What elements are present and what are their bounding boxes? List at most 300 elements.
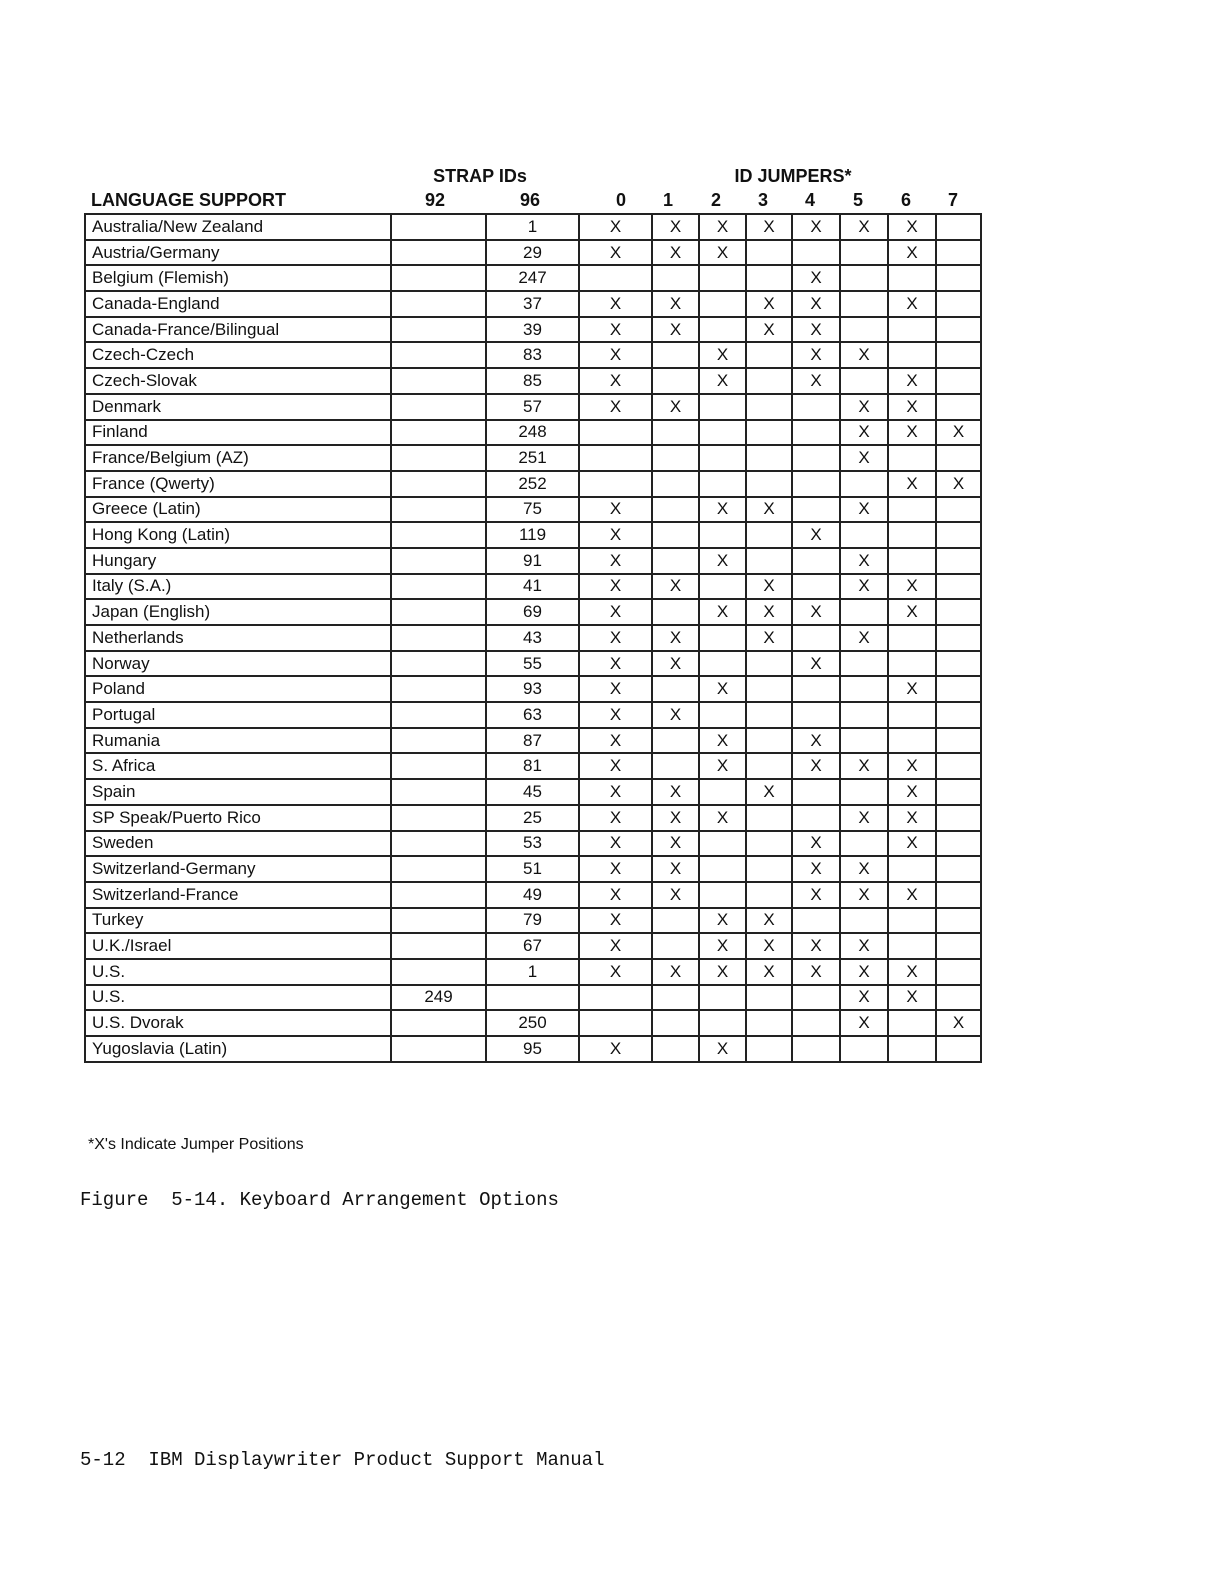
jumper-3-cell: X bbox=[746, 291, 792, 317]
jumper-3-cell bbox=[746, 342, 792, 368]
jumper-0-cell: X bbox=[579, 831, 652, 857]
strap-92-cell bbox=[391, 651, 486, 677]
strap-96-cell: 1 bbox=[486, 959, 579, 985]
strap-96-cell: 25 bbox=[486, 805, 579, 831]
jumper-4-cell: X bbox=[792, 933, 840, 959]
jumper-7-cell bbox=[936, 676, 981, 702]
language-cell: U.S. Dvorak bbox=[85, 1010, 391, 1036]
jumper-4-cell: X bbox=[792, 265, 840, 291]
strap-92-cell bbox=[391, 445, 486, 471]
jumper-3-cell bbox=[746, 1036, 792, 1062]
jumper-0-cell: X bbox=[579, 805, 652, 831]
jumper-0-cell: X bbox=[579, 625, 652, 651]
jumper-1-cell bbox=[652, 676, 699, 702]
jumper-2-cell: X bbox=[699, 599, 746, 625]
jumper-3-cell bbox=[746, 831, 792, 857]
jumper-2-cell bbox=[699, 985, 746, 1011]
jumper-7-cell bbox=[936, 779, 981, 805]
jumper-0-cell: X bbox=[579, 908, 652, 934]
jumper-7-cell bbox=[936, 882, 981, 908]
strap-96-cell: 53 bbox=[486, 831, 579, 857]
jumper-0-cell: X bbox=[579, 779, 652, 805]
jumper-7-cell bbox=[936, 599, 981, 625]
jumper-5-cell bbox=[840, 240, 888, 266]
jumper-0-cell: X bbox=[579, 728, 652, 754]
jumper-7-cell bbox=[936, 394, 981, 420]
jumper-3-cell: X bbox=[746, 779, 792, 805]
jumper-3-cell bbox=[746, 702, 792, 728]
jumper-6-cell: X bbox=[888, 214, 936, 240]
jumper-4-cell bbox=[792, 497, 840, 523]
jumper-5-cell: X bbox=[840, 342, 888, 368]
strap-92-cell bbox=[391, 805, 486, 831]
table-row bbox=[85, 856, 981, 882]
jumper-0-cell: X bbox=[579, 651, 652, 677]
language-cell: Czech-Slovak bbox=[85, 368, 391, 394]
language-cell: Switzerland-France bbox=[85, 882, 391, 908]
jumper-0-cell bbox=[579, 471, 652, 497]
jumper-4-cell bbox=[792, 445, 840, 471]
jumper-4-cell: X bbox=[792, 522, 840, 548]
jumper-4-cell bbox=[792, 420, 840, 446]
jumper-6-cell: X bbox=[888, 291, 936, 317]
jumper-2-cell bbox=[699, 856, 746, 882]
jumper-1-cell: X bbox=[652, 291, 699, 317]
table-row bbox=[85, 651, 981, 677]
language-cell: U.S. bbox=[85, 959, 391, 985]
id-jumpers-header: ID JUMPERS* bbox=[734, 166, 852, 186]
jumper-6-cell: X bbox=[888, 420, 936, 446]
jumper-3-cell: X bbox=[746, 625, 792, 651]
jumper-0-cell bbox=[579, 420, 652, 446]
language-cell: Canada-England bbox=[85, 291, 391, 317]
table-row bbox=[85, 214, 981, 240]
strap-92-cell bbox=[391, 702, 486, 728]
jumper-1-cell: X bbox=[652, 882, 699, 908]
table-body bbox=[85, 214, 981, 1062]
table-row bbox=[85, 753, 981, 779]
jumper-1-cell: X bbox=[652, 831, 699, 857]
jumper-2-cell: X bbox=[699, 728, 746, 754]
jumper-2-cell bbox=[699, 265, 746, 291]
jumper-2-cell bbox=[699, 445, 746, 471]
jumper-6-cell bbox=[888, 548, 936, 574]
jumper-2-cell bbox=[699, 831, 746, 857]
jumper-1-cell: X bbox=[652, 394, 699, 420]
jumper-7-cell bbox=[936, 702, 981, 728]
jumper-7-cell bbox=[936, 240, 981, 266]
table-row bbox=[85, 317, 981, 343]
strap-92-cell bbox=[391, 599, 486, 625]
jumper-5-cell: X bbox=[840, 214, 888, 240]
jumper-5-cell: X bbox=[840, 933, 888, 959]
jumper-1-header: 1 bbox=[662, 190, 674, 210]
jumper-5-cell: X bbox=[840, 882, 888, 908]
jumper-0-header: 0 bbox=[615, 190, 627, 210]
jumper-1-cell bbox=[652, 368, 699, 394]
language-cell: Italy (S.A.) bbox=[85, 574, 391, 600]
jumper-5-cell: X bbox=[840, 574, 888, 600]
strap-92-cell bbox=[391, 368, 486, 394]
strap-92-cell bbox=[391, 882, 486, 908]
strap-96-cell: 63 bbox=[486, 702, 579, 728]
jumper-5-cell bbox=[840, 728, 888, 754]
jumper-0-cell: X bbox=[579, 676, 652, 702]
jumper-1-cell: X bbox=[652, 856, 699, 882]
language-cell: Hong Kong (Latin) bbox=[85, 522, 391, 548]
keyboard-arrangement-table bbox=[84, 213, 982, 1063]
table-row bbox=[85, 240, 981, 266]
figure-caption: Figure 5-14. Keyboard Arrangement Options bbox=[80, 1189, 559, 1211]
strap-96-cell: 55 bbox=[486, 651, 579, 677]
table-row bbox=[85, 599, 981, 625]
jumper-0-cell: X bbox=[579, 574, 652, 600]
jumper-0-cell: X bbox=[579, 317, 652, 343]
language-cell: Rumania bbox=[85, 728, 391, 754]
jumper-1-cell bbox=[652, 497, 699, 523]
jumper-0-cell: X bbox=[579, 522, 652, 548]
table-row bbox=[85, 548, 981, 574]
jumper-5-cell bbox=[840, 676, 888, 702]
jumper-3-cell bbox=[746, 676, 792, 702]
jumper-7-header: 7 bbox=[947, 190, 959, 210]
jumper-6-cell bbox=[888, 625, 936, 651]
jumper-0-cell: X bbox=[579, 933, 652, 959]
language-cell: Switzerland-Germany bbox=[85, 856, 391, 882]
strap-92-cell bbox=[391, 753, 486, 779]
table-row bbox=[85, 420, 981, 446]
jumper-1-cell bbox=[652, 522, 699, 548]
jumper-2-cell: X bbox=[699, 240, 746, 266]
table-row bbox=[85, 471, 981, 497]
jumper-5-cell: X bbox=[840, 445, 888, 471]
table-row bbox=[85, 497, 981, 523]
jumper-4-cell: X bbox=[792, 368, 840, 394]
jumper-6-cell: X bbox=[888, 574, 936, 600]
jumper-1-cell: X bbox=[652, 240, 699, 266]
strap-92-cell bbox=[391, 265, 486, 291]
strap-96-cell: 43 bbox=[486, 625, 579, 651]
jumper-6-cell bbox=[888, 1036, 936, 1062]
table-row bbox=[85, 908, 981, 934]
jumper-1-cell bbox=[652, 420, 699, 446]
jumper-3-cell bbox=[746, 265, 792, 291]
jumper-1-cell: X bbox=[652, 805, 699, 831]
language-cell: Canada-France/Bilingual bbox=[85, 317, 391, 343]
jumper-6-cell bbox=[888, 522, 936, 548]
jumper-2-cell bbox=[699, 702, 746, 728]
table-row bbox=[85, 805, 981, 831]
jumper-5-cell: X bbox=[840, 548, 888, 574]
strap-92-cell bbox=[391, 908, 486, 934]
jumper-3-cell bbox=[746, 882, 792, 908]
jumper-3-cell bbox=[746, 471, 792, 497]
jumper-2-cell: X bbox=[699, 342, 746, 368]
strap-92-cell bbox=[391, 394, 486, 420]
jumper-3-cell bbox=[746, 651, 792, 677]
table-row bbox=[85, 394, 981, 420]
jumper-5-cell bbox=[840, 831, 888, 857]
jumper-3-cell: X bbox=[746, 933, 792, 959]
jumper-7-cell bbox=[936, 728, 981, 754]
jumper-2-cell: X bbox=[699, 933, 746, 959]
language-cell: Spain bbox=[85, 779, 391, 805]
jumper-6-cell: X bbox=[888, 831, 936, 857]
jumper-7-cell: X bbox=[936, 471, 981, 497]
jumper-4-cell bbox=[792, 548, 840, 574]
language-cell: Turkey bbox=[85, 908, 391, 934]
jumper-6-cell: X bbox=[888, 985, 936, 1011]
strap-92-cell bbox=[391, 240, 486, 266]
jumper-6-cell bbox=[888, 317, 936, 343]
jumper-4-cell: X bbox=[792, 882, 840, 908]
jumper-6-cell: X bbox=[888, 779, 936, 805]
jumper-4-header: 4 bbox=[804, 190, 816, 210]
jumper-4-cell bbox=[792, 805, 840, 831]
strap-92-cell bbox=[391, 214, 486, 240]
jumper-3-cell: X bbox=[746, 497, 792, 523]
jumper-2-cell: X bbox=[699, 548, 746, 574]
strap-96-cell: 51 bbox=[486, 856, 579, 882]
jumper-1-cell: X bbox=[652, 214, 699, 240]
jumper-1-cell: X bbox=[652, 625, 699, 651]
jumper-2-cell bbox=[699, 779, 746, 805]
jumper-6-cell: X bbox=[888, 599, 936, 625]
strap-96-cell: 252 bbox=[486, 471, 579, 497]
jumper-7-cell bbox=[936, 831, 981, 857]
table-row bbox=[85, 445, 981, 471]
jumper-6-cell bbox=[888, 1010, 936, 1036]
table-row bbox=[85, 676, 981, 702]
jumper-5-cell: X bbox=[840, 856, 888, 882]
strap-96-cell: 45 bbox=[486, 779, 579, 805]
jumper-6-cell bbox=[888, 933, 936, 959]
jumper-7-cell bbox=[936, 1036, 981, 1062]
table-row bbox=[85, 291, 981, 317]
jumper-6-cell bbox=[888, 265, 936, 291]
jumper-7-cell bbox=[936, 368, 981, 394]
jumper-5-cell bbox=[840, 702, 888, 728]
strap-96-cell: 67 bbox=[486, 933, 579, 959]
jumper-5-cell bbox=[840, 317, 888, 343]
jumper-7-cell bbox=[936, 651, 981, 677]
jumper-5-cell bbox=[840, 522, 888, 548]
jumper-3-cell bbox=[746, 985, 792, 1011]
col-92-header: 92 bbox=[424, 190, 446, 210]
jumper-5-cell bbox=[840, 291, 888, 317]
jumper-6-cell: X bbox=[888, 368, 936, 394]
jumper-4-cell: X bbox=[792, 753, 840, 779]
strap-96-cell: 91 bbox=[486, 548, 579, 574]
jumper-6-cell: X bbox=[888, 805, 936, 831]
jumper-7-cell bbox=[936, 856, 981, 882]
jumper-1-cell bbox=[652, 342, 699, 368]
language-cell: Belgium (Flemish) bbox=[85, 265, 391, 291]
jumper-5-cell bbox=[840, 779, 888, 805]
jumper-5-cell: X bbox=[840, 625, 888, 651]
language-cell: Austria/Germany bbox=[85, 240, 391, 266]
strap-92-cell bbox=[391, 1010, 486, 1036]
jumper-0-cell: X bbox=[579, 368, 652, 394]
jumper-1-cell bbox=[652, 985, 699, 1011]
jumper-6-header: 6 bbox=[900, 190, 912, 210]
strap-92-cell bbox=[391, 420, 486, 446]
jumper-4-cell bbox=[792, 471, 840, 497]
jumper-2-cell: X bbox=[699, 908, 746, 934]
jumper-7-cell bbox=[936, 753, 981, 779]
jumper-2-cell: X bbox=[699, 805, 746, 831]
strap-96-cell: 41 bbox=[486, 574, 579, 600]
table-row bbox=[85, 625, 981, 651]
jumper-0-cell: X bbox=[579, 959, 652, 985]
strap-92-cell bbox=[391, 522, 486, 548]
jumper-6-cell bbox=[888, 702, 936, 728]
strap-96-cell: 37 bbox=[486, 291, 579, 317]
jumper-1-cell bbox=[652, 908, 699, 934]
language-cell: Finland bbox=[85, 420, 391, 446]
jumper-1-cell bbox=[652, 1036, 699, 1062]
jumper-7-cell bbox=[936, 522, 981, 548]
jumper-2-cell: X bbox=[699, 497, 746, 523]
jumper-4-cell bbox=[792, 1036, 840, 1062]
table-row bbox=[85, 933, 981, 959]
jumper-7-cell bbox=[936, 933, 981, 959]
jumper-2-cell bbox=[699, 420, 746, 446]
jumper-4-cell: X bbox=[792, 831, 840, 857]
jumper-4-cell: X bbox=[792, 599, 840, 625]
jumper-2-cell bbox=[699, 471, 746, 497]
jumper-1-cell: X bbox=[652, 317, 699, 343]
strap-92-cell bbox=[391, 959, 486, 985]
strap-92-cell bbox=[391, 317, 486, 343]
strap-92-cell bbox=[391, 728, 486, 754]
strap-96-cell: 119 bbox=[486, 522, 579, 548]
language-cell: SP Speak/Puerto Rico bbox=[85, 805, 391, 831]
jumper-0-cell: X bbox=[579, 882, 652, 908]
jumper-5-cell bbox=[840, 1036, 888, 1062]
jumper-5-cell bbox=[840, 471, 888, 497]
jumper-2-cell: X bbox=[699, 1036, 746, 1062]
col-96-header: 96 bbox=[519, 190, 541, 210]
jumper-6-cell bbox=[888, 728, 936, 754]
jumper-7-cell bbox=[936, 342, 981, 368]
strap-92-cell bbox=[391, 1036, 486, 1062]
strap-92-cell bbox=[391, 497, 486, 523]
jumper-2-cell bbox=[699, 574, 746, 600]
jumper-1-cell bbox=[652, 728, 699, 754]
jumper-3-cell bbox=[746, 548, 792, 574]
jumper-2-cell bbox=[699, 394, 746, 420]
jumper-5-cell: X bbox=[840, 394, 888, 420]
jumper-7-cell bbox=[936, 805, 981, 831]
language-cell: Poland bbox=[85, 676, 391, 702]
jumper-0-cell: X bbox=[579, 291, 652, 317]
jumper-0-cell bbox=[579, 1010, 652, 1036]
jumper-0-cell: X bbox=[579, 240, 652, 266]
jumper-5-cell bbox=[840, 368, 888, 394]
strap-96-cell: 250 bbox=[486, 1010, 579, 1036]
jumper-7-cell bbox=[936, 265, 981, 291]
jumper-4-cell: X bbox=[792, 856, 840, 882]
language-cell: U.K./Israel bbox=[85, 933, 391, 959]
jumper-1-cell bbox=[652, 1010, 699, 1036]
strap-96-cell bbox=[486, 985, 579, 1011]
strap-ids-header: STRAP IDs bbox=[433, 166, 527, 186]
jumper-4-cell bbox=[792, 676, 840, 702]
language-cell: France/Belgium (AZ) bbox=[85, 445, 391, 471]
jumper-4-cell bbox=[792, 625, 840, 651]
jumper-5-cell: X bbox=[840, 985, 888, 1011]
jumper-2-cell: X bbox=[699, 753, 746, 779]
jumper-0-cell: X bbox=[579, 702, 652, 728]
jumper-6-cell: X bbox=[888, 676, 936, 702]
strap-96-cell: 79 bbox=[486, 908, 579, 934]
jumper-3-header: 3 bbox=[757, 190, 769, 210]
jumper-7-cell bbox=[936, 548, 981, 574]
strap-96-cell: 1 bbox=[486, 214, 579, 240]
jumper-4-cell bbox=[792, 240, 840, 266]
jumper-0-cell: X bbox=[579, 548, 652, 574]
jumper-4-cell: X bbox=[792, 214, 840, 240]
jumper-2-cell: X bbox=[699, 368, 746, 394]
jumper-2-cell bbox=[699, 317, 746, 343]
table-row bbox=[85, 342, 981, 368]
table-row bbox=[85, 779, 981, 805]
strap-92-cell bbox=[391, 831, 486, 857]
jumper-6-cell: X bbox=[888, 882, 936, 908]
strap-92-cell bbox=[391, 779, 486, 805]
language-cell: U.S. bbox=[85, 985, 391, 1011]
jumper-0-cell: X bbox=[579, 753, 652, 779]
jumper-2-cell bbox=[699, 522, 746, 548]
jumper-5-cell: X bbox=[840, 1010, 888, 1036]
jumper-5-cell: X bbox=[840, 420, 888, 446]
jumper-3-cell bbox=[746, 240, 792, 266]
strap-96-cell: 93 bbox=[486, 676, 579, 702]
strap-96-cell: 49 bbox=[486, 882, 579, 908]
strap-92-cell bbox=[391, 933, 486, 959]
language-support-header: LANGUAGE SUPPORT bbox=[91, 190, 287, 210]
table-row bbox=[85, 574, 981, 600]
jumper-4-cell bbox=[792, 574, 840, 600]
jumper-3-cell bbox=[746, 856, 792, 882]
table-row bbox=[85, 882, 981, 908]
jumper-3-cell bbox=[746, 1010, 792, 1036]
strap-96-cell: 39 bbox=[486, 317, 579, 343]
language-cell: Portugal bbox=[85, 702, 391, 728]
footnote: *X's Indicate Jumper Positions bbox=[88, 1136, 304, 1153]
jumper-3-cell: X bbox=[746, 959, 792, 985]
jumper-4-cell: X bbox=[792, 291, 840, 317]
jumper-7-cell bbox=[936, 908, 981, 934]
jumper-7-cell bbox=[936, 214, 981, 240]
strap-96-cell: 29 bbox=[486, 240, 579, 266]
strap-92-cell bbox=[391, 625, 486, 651]
jumper-6-cell bbox=[888, 856, 936, 882]
jumper-7-cell bbox=[936, 291, 981, 317]
jumper-1-cell bbox=[652, 265, 699, 291]
jumper-0-cell: X bbox=[579, 342, 652, 368]
table-row bbox=[85, 959, 981, 985]
jumper-5-header: 5 bbox=[852, 190, 864, 210]
jumper-1-cell: X bbox=[652, 959, 699, 985]
jumper-6-cell bbox=[888, 445, 936, 471]
jumper-7-cell bbox=[936, 985, 981, 1011]
table-row bbox=[85, 728, 981, 754]
strap-92-cell bbox=[391, 342, 486, 368]
strap-92-cell bbox=[391, 856, 486, 882]
strap-92-cell bbox=[391, 548, 486, 574]
